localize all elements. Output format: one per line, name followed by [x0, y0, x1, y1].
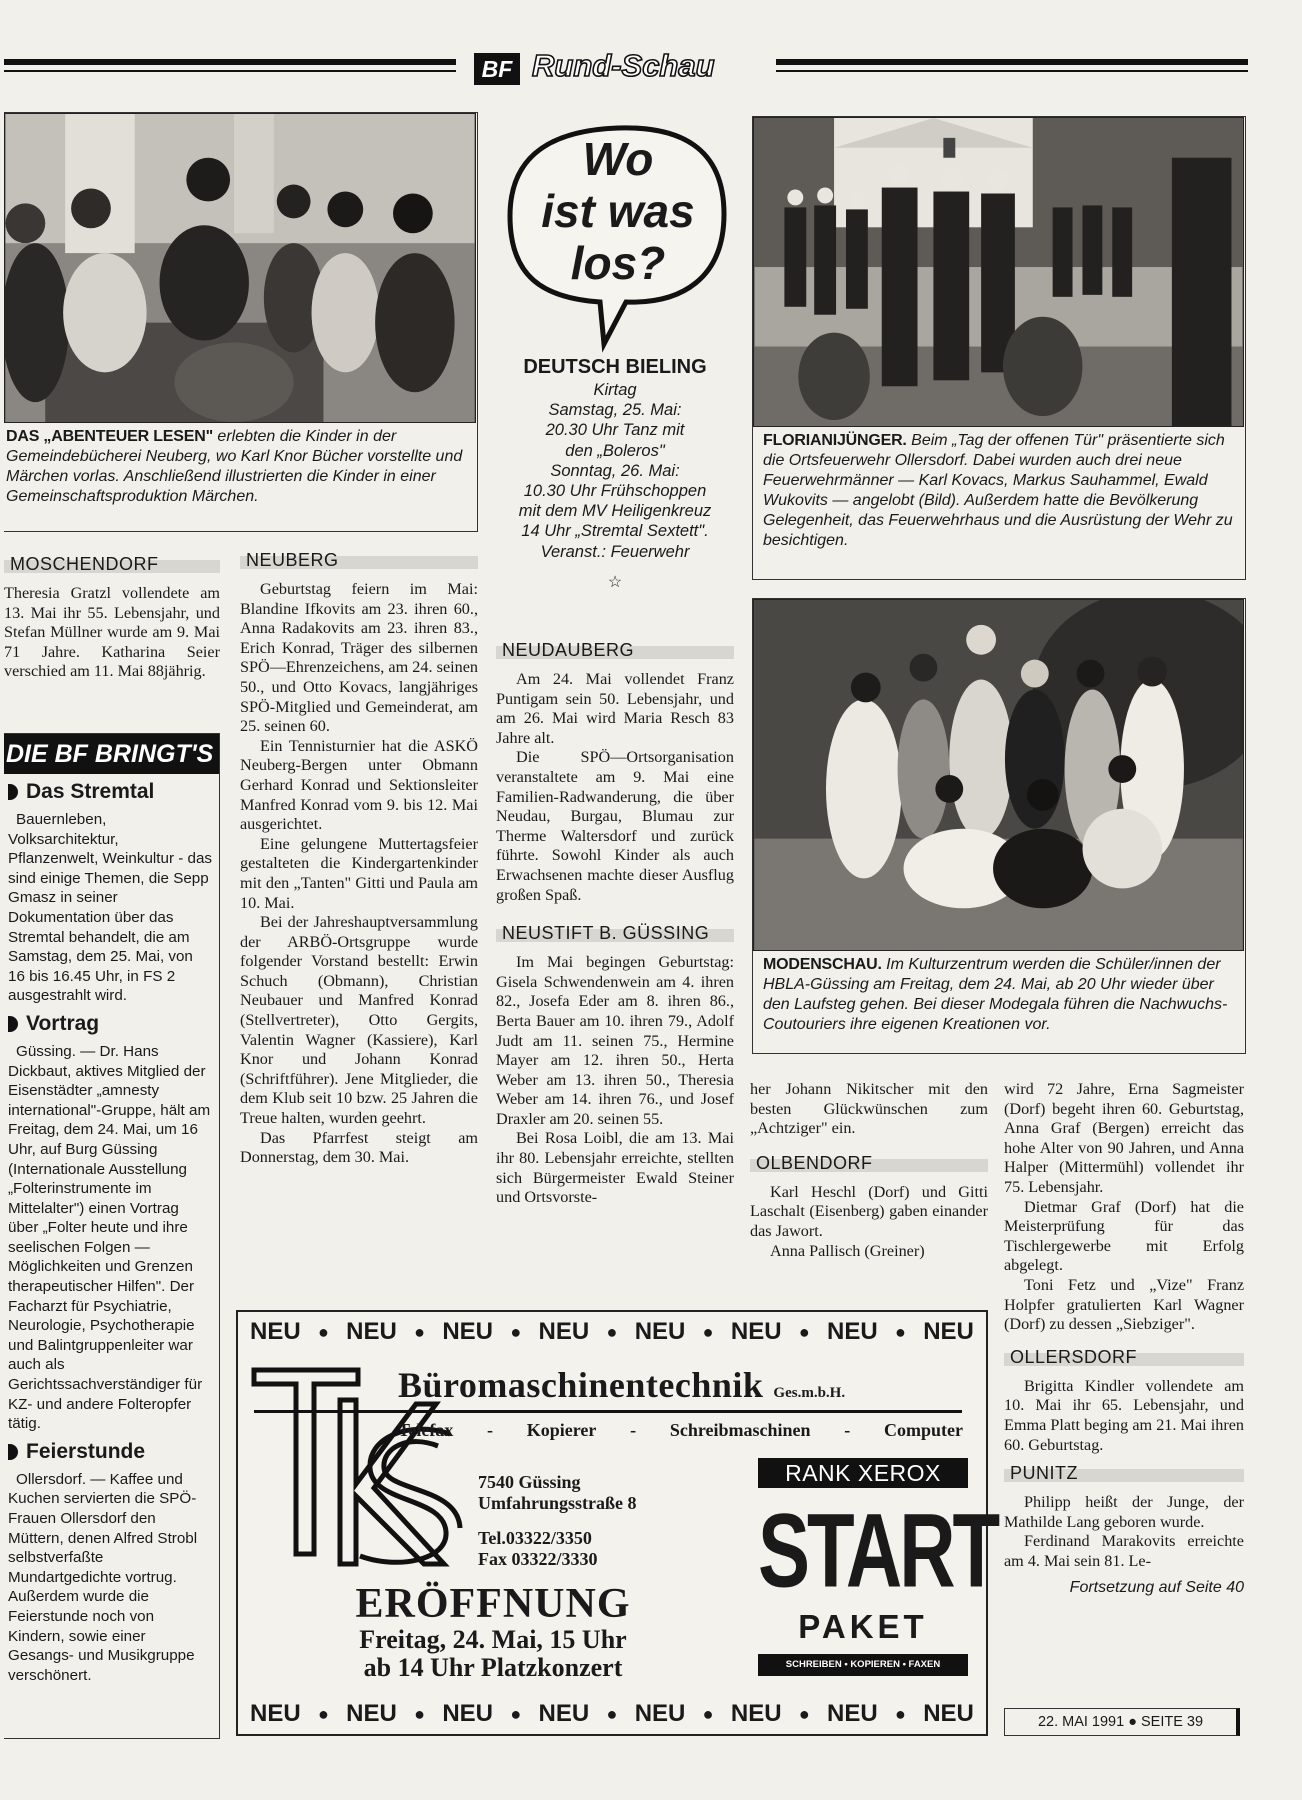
neu-bullet: ●	[414, 1704, 426, 1724]
neu-label: NEU	[827, 1700, 878, 1727]
event-line: 20.30 Uhr Tanz mit	[545, 421, 685, 440]
neu-bullet: ●	[510, 1322, 522, 1342]
bf-item-text: Güssing. — Dr. Hans Dickbaut, aktives Mitglied der Eisenstädter „amnesty international"-Gruppe, hält am Freitag, dem 24. Mai, um 16 Uhr, auf Burg Güssing (Internationale Ausstellung „Folterinstrumente im Mittelalter") einen Vortrag über „Folter heute und ihre seelischen Folgen — Möglichkeiten und Grenzen therapeutischer Hilfen". Der Facharzt für Psychiatrie, Neurologie, Psychotherapie und Balintgruppenleiter war auch als Gerichtssachverständiger für KZ- und andere Folteropfer tätig.	[8, 1042, 211, 1433]
neu-bullet: ●	[702, 1704, 714, 1724]
col5-paragraph: wird 72 Jahre, Erna Sagmeister (Dorf) begeht ihren 60. Geburtstag, Anna Graf (Bergen) erreicht das hohe Alter von 90 Jahren, und Anna Halper (Mittermühl) vollendet ihr 75. Lebensjahr.	[1004, 1080, 1244, 1196]
page-footer: 22. MAI 1991 ● SEITE 39	[1004, 1708, 1240, 1736]
text-moschendorf: Theresia Gratzl vollendete am 13. Mai ihr 55. Lebensjahr, und Stefan Müllner wurde am 9. Mai 71 Jahre. Katharina Seier verschied am 11. Mai 88jährig.	[4, 584, 220, 681]
neu-label: NEU	[538, 1700, 590, 1727]
caption-fashion-text: Im Kulturzentrum werden die Schüler/innen der HBLA-Güssing am Freitag, dem 24. Mai, ab 20 Uhr wieder über den Laufsteg gehen. Bei dieser Modegala führen die Nachwuchs-Coutouriers ihre eigenen Kreationen vor.	[763, 956, 1228, 1033]
ad-address-line2: Umfahrungsstraße 8	[478, 1493, 637, 1513]
ad-service: Telefax	[398, 1420, 454, 1440]
neuberg-paragraphs	[240, 580, 478, 1168]
caption-firefighters-text: Beim „Tag der offenen Tür" präsentierte sich die Ortsfeuerwehr Ollersdorf. Dabei wurden auch drei neue Feuerwehrmänner — Karl Kovacs, Markus Sauhammel, Ewald Wukovits — angelobt (Bild). Außerdem hatte die Bevölkerung Gelegenheit, das Feuerwehrhaus und die Ausrüstung der Wehr zu besichtigen.	[763, 432, 1233, 549]
bf-item-heading-text: Feierstunde	[26, 1439, 146, 1463]
heading-ollersdorf: OLLERSDORF	[1004, 1345, 1244, 1371]
heading-neudauberg: NEUDAUBERG	[496, 638, 734, 664]
neu-bullet: ●	[317, 1704, 329, 1724]
punitz-paragraph: Ferdinand Marakovits erreichte am 4. Mai sein 81. Le-	[1004, 1532, 1244, 1570]
neu-label: NEU	[923, 1318, 974, 1345]
text-olbendorf-tail: Anna Pallisch (Greiner)	[770, 1241, 925, 1260]
event-line: 14 Uhr „Stremtal Sextett".	[521, 522, 709, 541]
event-line: Veranst.: Feuerwehr	[540, 542, 690, 561]
photo-children-reading	[4, 113, 476, 423]
neu-bullet: ●	[895, 1704, 906, 1724]
ad-service: Schreibmaschinen	[669, 1420, 811, 1440]
neu-row-top	[238, 1318, 986, 1346]
neu-label: NEU	[538, 1318, 590, 1345]
ad-opening-title: ERÖFFNUNG	[355, 1581, 631, 1627]
ad-xerox-block	[758, 1458, 998, 1690]
neu-label: NEU	[634, 1700, 686, 1727]
ad-company-rule	[254, 1410, 962, 1413]
bf-item-text: Bauernleben, Volksarchitektur, Pflanzenwelt, Weinkultur - das sind einige Themen, die Sepp Gmasz in seiner Dokumentation über das Stremtal behandelt, die am Samstag, dem 25. Mai, von 16 bis 16.45 Uhr, in FS 2 ausgestrahlt wird.	[8, 811, 213, 1005]
neudauberg-paragraphs	[496, 670, 734, 905]
header-bar	[4, 48, 1248, 86]
col-olbendorf	[750, 1080, 988, 1261]
ad-company	[398, 1364, 958, 1406]
col-neudauberg	[496, 638, 734, 1208]
neu-label: NEU	[442, 1318, 494, 1345]
ad-service-sep: -	[844, 1420, 851, 1440]
neu-row-bottom	[238, 1700, 986, 1728]
neustift-paragraphs	[496, 953, 734, 1208]
ad-company-name: Büromaschinentechnik	[398, 1365, 764, 1405]
event-line: Kirtag	[593, 381, 637, 399]
photo-box-reading	[4, 112, 478, 532]
photo-firefighters	[753, 117, 1244, 427]
speech-bubble	[502, 118, 734, 356]
event-line: den „Boleros"	[565, 441, 665, 460]
ad-address-line1: 7540 Güssing	[478, 1472, 581, 1492]
heading-neuberg: NEUBERG	[240, 548, 478, 574]
neu-label: NEU	[346, 1318, 397, 1345]
heading-punitz: PUNITZ	[1004, 1461, 1244, 1487]
event-line: Sonntag, 26. Mai:	[550, 461, 680, 480]
neustift-paragraph: Im Mai begingen Geburtstag: Gisela Schwendenwein am 4. ihren 82., Josefa Eder am 8. ihren 86., Berta Bauer am 10. ihren 79., Adolf Judt am 11. seinen 75., Hermine Mayer am 12. ihren 50., Herta Weber am 13. ihren 50., Theresia Weber am 14. ihren 76., und Josef Draxler am 20. seinen 55.	[496, 953, 734, 1128]
neu-label: NEU	[442, 1700, 494, 1727]
neu-bullet: ●	[702, 1322, 714, 1342]
neu-bullet: ●	[606, 1322, 618, 1342]
neu-bullet: ●	[317, 1322, 329, 1342]
neu-bullet: ●	[798, 1322, 810, 1342]
neu-label: NEU	[923, 1700, 974, 1727]
ad-start: START	[758, 1490, 998, 1610]
col5-paragraph: Dietmar Graf (Dorf) hat die Meisterprüfung für das Tischlergewerbe mit Erfolg abgelegt.	[1004, 1197, 1244, 1275]
punitz-paragraph: Philipp heißt der Junge, der Mathilde Lang geboren wurde.	[1004, 1493, 1244, 1531]
neuberg-paragraph: Bei der Jahreshauptversammlung der ARBÖ-Ortsgruppe wurde folgender Vorstand bestellt: Erwin Schuch (Obmann), Christian Neubauer und Manfred Konrad (Stellvertreter), Otto Gergits, Valentin Wagner (Kassiere), Karl Knor und Johann Konrad (Schriftführer). Jene Mitglieder, die dem Klub seit 10 bzw. 25 Jahren die Treue halten, wurden geehrt.	[240, 913, 478, 1128]
event-line: mit dem MV Heiligenkreuz	[518, 502, 712, 521]
neu-label: NEU	[730, 1318, 782, 1345]
bf-bringts-box	[4, 733, 220, 1739]
bf-item-text: Ollersdorf. — Kaffee und Kuchen servierten die SPÖ-Frauen Ollersdorf den Müttern, denen Alfred Strobl selbstverfaßte Mundartgedichte vortrug. Außerdem wurde die Feierstunde noch von Kindern, sowie einer Gesangs- und Musikgruppe verschönert.	[8, 1470, 198, 1684]
heading-olbendorf: OLBENDORF	[750, 1151, 988, 1177]
neu-bullet: ●	[895, 1322, 906, 1342]
ad-company-suffix: Ges.m.b.H.	[773, 1385, 846, 1401]
col-ollersdorf-punitz	[1004, 1080, 1244, 1597]
col-neuberg	[240, 548, 478, 1168]
photo-fashion-show	[753, 599, 1244, 951]
ad-opening	[258, 1582, 728, 1682]
neu-label: NEU	[250, 1318, 301, 1345]
neuberg-paragraph: Geburtstag feiern im Mai: Blandine Ifkovits am 23. ihren 60., Anna Radakovits am 23. ihren 83., Erich Konrad, Träger des silbernen SPÖ—Ehrenzeichens, am 24. seinen 50., und Otto Kovacs, langjähriges SPÖ-Mitglied und Gemeinderat, am 25. seinen 60.	[240, 580, 478, 736]
neu-label: NEU	[346, 1700, 397, 1727]
ad-opening-date: Freitag, 24. Mai, 15 Uhr	[359, 1625, 627, 1654]
event-place: DEUTSCH BIELING	[523, 356, 707, 378]
continued-note: Fortsetzung auf Seite 40	[1069, 1579, 1244, 1597]
event-lines	[490, 380, 740, 562]
caption-firefighters-lead: FLORIANIJÜNGER.	[763, 432, 907, 449]
ad-service-sep: -	[630, 1420, 637, 1440]
bf-item-heading	[8, 1440, 213, 1464]
bullet-icon	[8, 1016, 18, 1032]
ad-service: Kopierer	[526, 1420, 597, 1440]
neu-label: NEU	[634, 1318, 686, 1345]
neuberg-paragraph: Eine gelungene Muttertagsfeier gestalteten die Kindergartenkinder mit den „Tanten" Gitti und Paula am 10. Mai.	[240, 834, 478, 912]
col-moschendorf	[4, 552, 220, 682]
heading-neustift: NEUSTIFT B. GÜSSING	[496, 921, 734, 947]
neudauberg-paragraph: Die SPÖ—Ortsorganisation veranstaltete am 9. Mai eine Familien-Radwanderung, die über Neudau, Burgau, Blumau zur Therme Waltersdorf und zurück führte. Sowohl Kinder als auch Erwachsenen machte dieser Ausflug großen Spaß.	[496, 748, 734, 904]
neu-bullet: ●	[510, 1704, 522, 1724]
bf-bringts-title: DIE BF BRINGT'S	[4, 734, 219, 774]
caption-fashion	[763, 955, 1239, 1051]
event-listing	[490, 354, 740, 592]
col5-paragraph: Toni Fetz und „Vize" Franz Holpfer gratulierten Karl Wagner (Dorf) zu dessen „Siebziger".	[1004, 1275, 1244, 1334]
bf-logo: BF	[474, 53, 520, 85]
neuberg-paragraph: Ein Tennisturnier hat die ASKÖ Neuberg-Bergen unter Obmann Gerhard Konrad und Sektionsleiter Manfred Konrad vom 9. bis 12. Mai ausgerichtet.	[240, 736, 478, 834]
event-line: Samstag, 25. Mai:	[548, 401, 682, 420]
caption-reading-lead: DAS „ABENTEUER LESEN"	[6, 428, 213, 445]
col5-paragraphs	[1004, 1080, 1244, 1335]
ad-service: Computer	[883, 1420, 963, 1440]
ad-fax: Fax 03322/3330	[478, 1549, 598, 1569]
bubble-line1: Wo	[582, 133, 654, 185]
caption-fashion-lead: MODENSCHAU.	[763, 956, 882, 973]
ad-services	[398, 1420, 963, 1441]
ad-opening-extra: ab 14 Uhr Platzkonzert	[363, 1653, 623, 1682]
ad-tel: Tel.03322/3350	[478, 1528, 592, 1548]
bullet-icon	[8, 1444, 18, 1460]
text-olbendorf: Karl Heschl (Dorf) und Gitti Laschalt (Eisenberg) gaben einander das Jawort.	[750, 1182, 988, 1240]
event-star: ☆	[607, 573, 623, 591]
punitz-paragraphs	[1004, 1493, 1244, 1571]
bf-item-heading-text: Das Stremtal	[26, 780, 155, 803]
neu-bullet: ●	[798, 1704, 810, 1724]
bubble-line3: los?	[570, 237, 666, 289]
bubble-line2: ist was	[541, 185, 695, 237]
neustift-paragraph: Bei Rosa Loibl, die am 13. Mai ihr 80. Lebensjahr erreichte, stellten sich Bürgermeister Ewald Steiner und Ortsvorste-	[496, 1129, 734, 1207]
ad-brand: RANK XEROX	[758, 1458, 968, 1488]
ad-paket-sub: SCHREIBEN • KOPIEREN • FAXEN	[758, 1654, 968, 1676]
heading-moschendorf: MOSCHENDORF	[4, 552, 220, 578]
caption-reading-text: erlebten die Kinder in der Gemeindebücherei Neuberg, wo Karl Knor Bücher vorstellte und Märchen vorlas. Anschließend illustrierten die Kinder in einer Gemeinschaftsproduktion Märchen.	[6, 428, 463, 505]
bf-items	[4, 780, 219, 1685]
bf-item-heading-text: Vortrag	[26, 1011, 100, 1035]
text-ollersdorf: Brigitta Kindler vollendete am 10. Mai ihr 65. Lebensjahr, und Emma Platt beging am 21. Mai ihren 60. Geburtstag.	[1004, 1376, 1244, 1454]
section-title: Rund-Schau	[532, 48, 715, 83]
ad-paket: PAKET	[798, 1608, 928, 1645]
photo-box-firefighters	[752, 116, 1246, 580]
text-col4-cont: her Johann Nikitscher mit den besten Glückwünschen zum „Achtziger" ein.	[750, 1080, 988, 1138]
bullet-icon	[8, 784, 18, 800]
neu-bullet: ●	[606, 1704, 618, 1724]
photo-box-fashion	[752, 598, 1246, 1054]
ad-address	[478, 1472, 698, 1570]
neuberg-paragraph: Das Pfarrfest steigt am Donnerstag, dem 30. Mai.	[240, 1128, 478, 1167]
neu-bullet: ●	[414, 1322, 426, 1342]
bf-item-heading	[8, 1012, 213, 1036]
ad-tks	[236, 1310, 998, 1736]
bf-item-heading	[8, 780, 213, 804]
neu-label: NEU	[730, 1700, 782, 1727]
neudauberg-paragraph: Am 24. Mai vollendet Franz Puntigam sein 50. Lebensjahr, und am 26. Mai wird Maria Resch 83 Jahre alt.	[496, 670, 734, 747]
caption-reading	[6, 427, 474, 531]
event-line: 10.30 Uhr Frühschoppen	[523, 482, 707, 501]
neu-label: NEU	[250, 1700, 301, 1727]
caption-firefighters	[763, 431, 1239, 577]
neu-label: NEU	[827, 1318, 878, 1345]
ad-service-sep: -	[487, 1420, 494, 1440]
